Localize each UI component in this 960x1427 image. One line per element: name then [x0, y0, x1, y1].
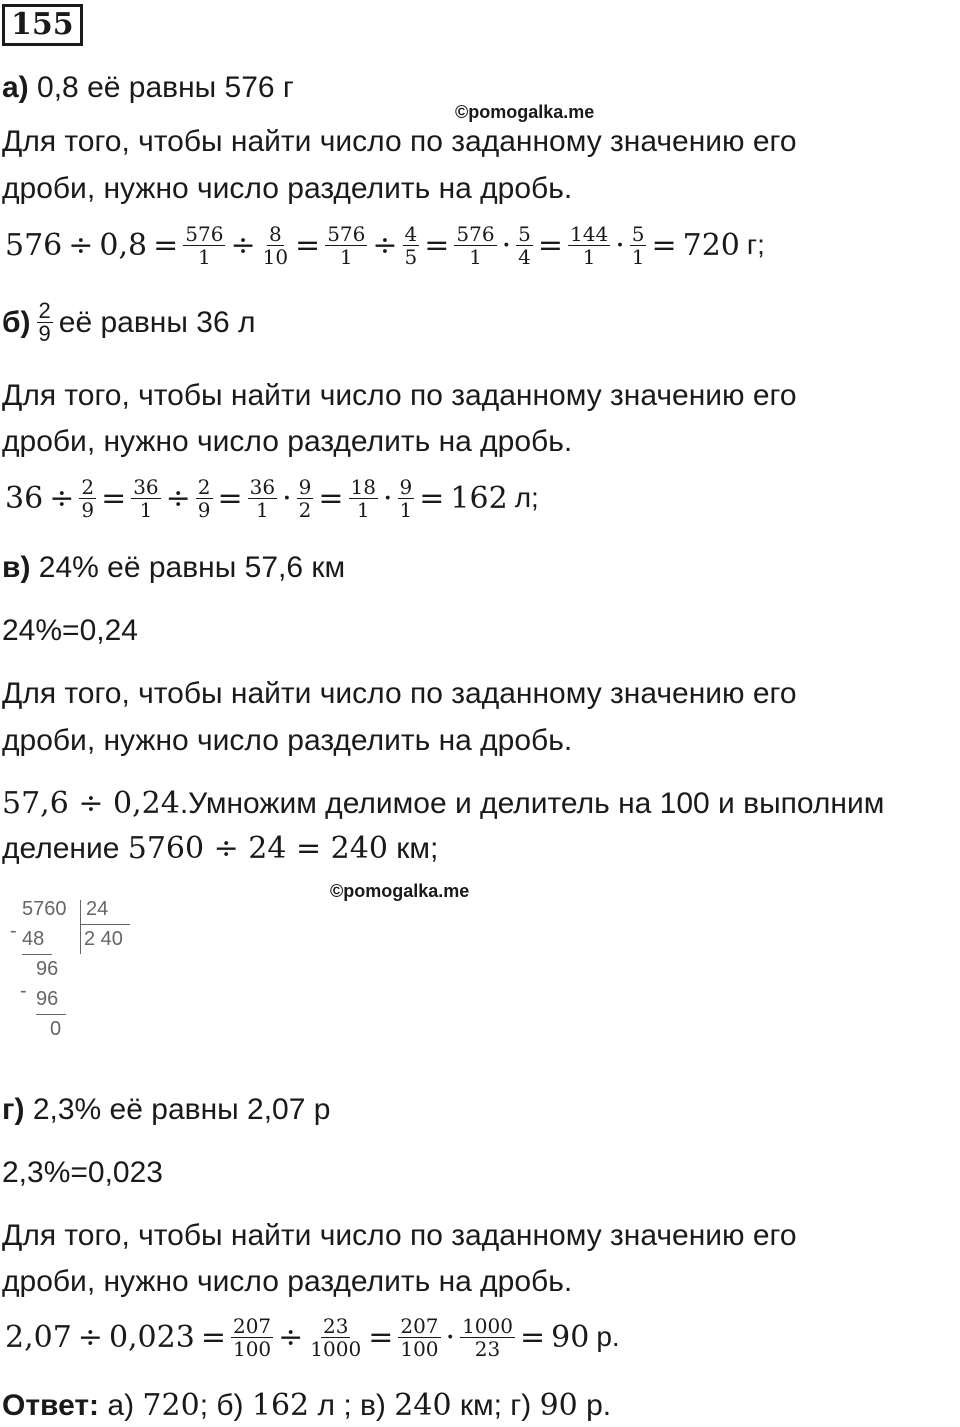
- part-v-note2: деление 5760 ÷ 24 = 240 км;: [2, 831, 439, 866]
- part-v-label: в): [2, 551, 31, 584]
- problem-number: 155: [2, 4, 83, 46]
- fraction: $\frac{18}{1}$: [350, 474, 376, 522]
- rule-text: Для того, чтобы найти число по заданному значению его: [2, 677, 797, 710]
- part-g-label: г): [2, 1093, 25, 1126]
- watermark: ©pomogalka.me: [455, 102, 595, 122]
- rule-text: дроби, нужно число разделить на дробь.: [2, 1265, 573, 1298]
- answer-line: Ответ: а) 720; б) 162 л ; в) 240 км; г) 90 р.: [2, 1388, 612, 1423]
- part-g-condition: 2,3% её равны 2,07 р: [32, 1093, 331, 1126]
- rule-text: Для того, чтобы найти число по заданному значению его: [2, 125, 797, 158]
- part-a-label: а): [2, 71, 29, 104]
- equation-a: 576 ÷ 0,8 = $\frac{576}{1}$ ÷ $\frac{8}{10}$ = $\frac{576}{1}$ ÷ $\frac{4}{5}$ = $\frac{576}{1}$ · $\frac{5}{4}$ = $\frac{144}{1}$ · $\frac{5}{1}$ = 720 г;: [5, 221, 765, 269]
- part-g-heading: [2, 1092, 330, 1128]
- rule-text: дроби, нужно число разделить на дробь.: [2, 172, 573, 205]
- fraction: $\frac{576}{1}$: [185, 221, 224, 269]
- rule-text: Для того, чтобы найти число по заданному значению его: [2, 1219, 797, 1252]
- part-v-condition: 24% её равны 57,6 км: [38, 551, 346, 584]
- rule-text: Для того, чтобы найти число по заданному значению его: [2, 379, 797, 412]
- part-b-label: б): [2, 305, 31, 339]
- part-g-conversion: 2,3%=0,023: [2, 1156, 163, 1189]
- fraction: $\frac{2}{9}$: [197, 474, 211, 522]
- fraction: $\frac{5}{1}$: [631, 221, 645, 269]
- fraction: $\frac{23}{1000}$: [310, 1313, 362, 1361]
- equation-b: 36 ÷ $\frac{2}{9}$ = $\frac{36}{1}$ ÷ $\frac{2}{9}$ = $\frac{36}{1}$ · $\frac{9}{2}$ = $\frac{18}{1}$ · $\frac{9}{1}$ = 162 л;: [5, 474, 539, 522]
- fraction: $\frac{144}{1}$: [570, 221, 609, 269]
- fraction: $\frac{2}{9}$: [38, 298, 51, 346]
- fraction: $\frac{5}{4}$: [518, 221, 531, 269]
- part-v-conversion: 24%=0,24: [2, 614, 138, 647]
- part-b-heading: [2, 300, 255, 345]
- part-a-condition: 0,8 её равны 576 г: [37, 71, 294, 104]
- long-division: 5760 24 2 40 - 48 96 - 96 0: [0, 896, 140, 1046]
- part-a-heading: [2, 70, 294, 106]
- part-v-heading: [2, 550, 345, 586]
- rule-text: дроби, нужно число разделить на дробь.: [2, 724, 573, 757]
- fraction: $\frac{576}{1}$: [327, 221, 366, 269]
- fraction: $\frac{36}{1}$: [133, 474, 159, 522]
- fraction: $\frac{36}{1}$: [249, 474, 276, 522]
- watermark: ©pomogalka.me: [330, 881, 470, 901]
- part-b-condition: её равны 36 л: [58, 305, 256, 339]
- rule-text: дроби, нужно число разделить на дробь.: [2, 425, 573, 458]
- fraction: $\frac{207}{100}$: [400, 1313, 439, 1361]
- fraction: $\frac{576}{1}$: [456, 221, 495, 269]
- fraction: $\frac{4}{5}$: [404, 221, 418, 269]
- fraction: $\frac{9}{2}$: [298, 474, 312, 522]
- fraction: $\frac{8}{10}$: [262, 221, 289, 269]
- equation-g: 2,07 ÷ 0,023 = $\frac{207}{100}$ ÷ $\frac{23}{1000}$ = $\frac{207}{100}$ · $\frac{1000}{23}$ = 90 р.: [5, 1313, 620, 1361]
- fraction: $\frac{1000}{23}$: [462, 1313, 513, 1361]
- fraction: $\frac{2}{9}$: [81, 474, 95, 522]
- answer-label: Ответ:: [2, 1389, 100, 1422]
- part-v-note: 57,6 ÷ 0,24.Умножим делимое и делитель на 100 и выполним: [2, 786, 885, 821]
- fraction: $\frac{207}{100}$: [232, 1313, 272, 1361]
- fraction: $\frac{9}{1}$: [399, 474, 413, 522]
